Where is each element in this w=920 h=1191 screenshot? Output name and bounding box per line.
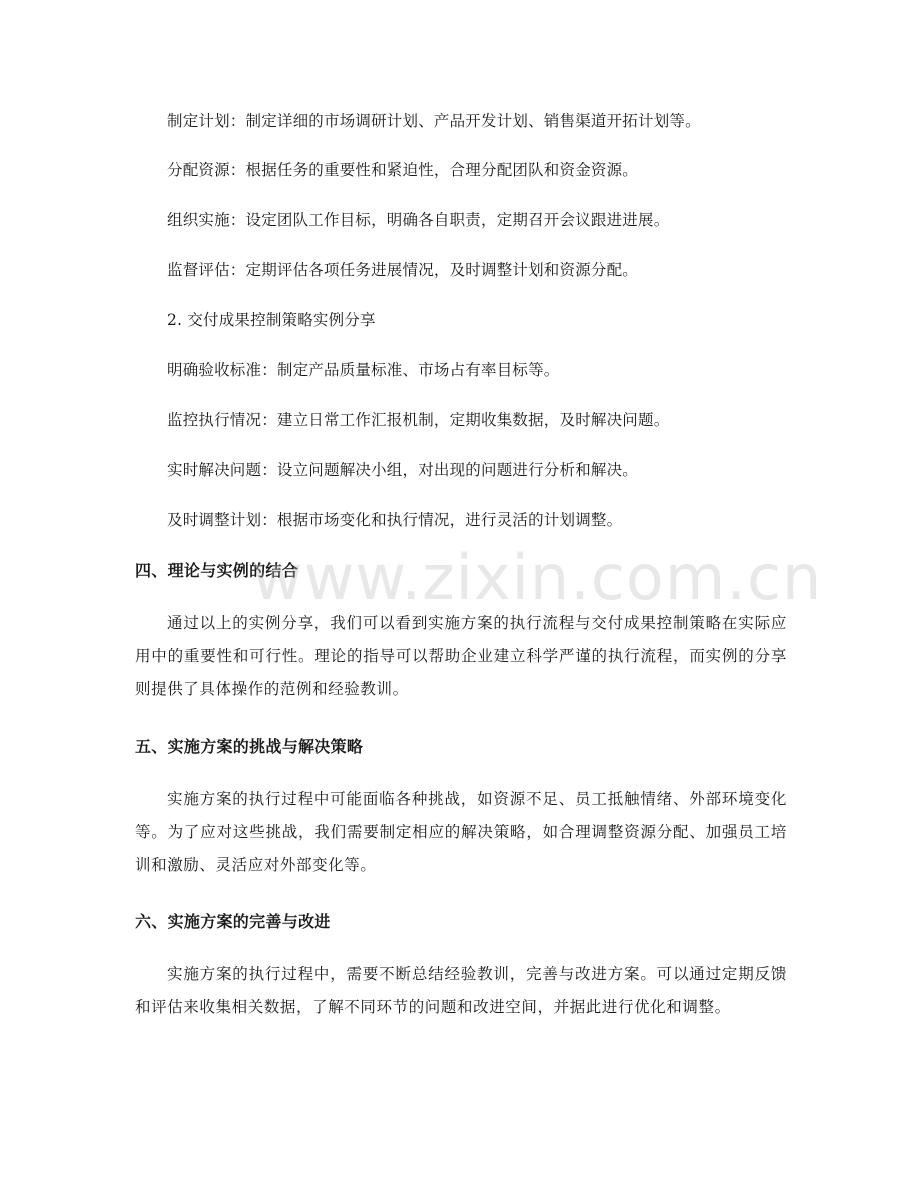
control-item-solve-problems: 实时解决问题：设立问题解决小组，对出现的问题进行分析和解决。 bbox=[167, 461, 639, 479]
control-item-adjust-plan: 及时调整计划：根据市场变化和执行情况，进行灵活的计划调整。 bbox=[167, 511, 623, 529]
plan-item-monitor: 监督评估：定期评估各项任务进展情况，及时调整计划和资源分配。 bbox=[167, 261, 639, 279]
control-item-monitoring: 监控执行情况：建立日常工作汇报机制，定期收集数据，及时解决问题。 bbox=[167, 411, 670, 429]
plan-item-make-plan: 制定计划：制定详细的市场调研计划、产品开发计划、销售渠道开拓计划等。 bbox=[167, 112, 701, 130]
section-heading-challenges: 五、实施方案的挑战与解决策略 bbox=[135, 737, 364, 756]
control-item-acceptance: 明确验收标准：制定产品质量标准、市场占有率目标等。 bbox=[167, 361, 560, 379]
section-body-theory-practice: 通过以上的实例分享，我们可以看到实施方案的执行流程与交付成果控制策略在实际应用中的重要性和可行性。理论的指导可以帮助企业建立科学严谨的执行流程，而实例的分享则提供了具体操作的范例和经验教训。 bbox=[135, 614, 787, 698]
watermark: www.zixin.com.cn bbox=[252, 541, 823, 614]
plan-item-organize: 组织实施：设定团队工作目标，明确各自职责，定期召开会议跟进进展。 bbox=[167, 211, 670, 229]
section-heading-theory-practice: 四、理论与实例的结合 bbox=[135, 561, 299, 580]
section-body-improvement: 实施方案的执行过程中，需要不断总结经验教训，完善与改进方案。可以通过定期反馈和评估来收集相关数据，了解不同环节的问题和改进空间，并据此进行优化和调整。 bbox=[135, 965, 787, 1016]
section-body-challenges: 实施方案的执行过程中可能面临各种挑战，如资源不足、员工抵触情绪、外部环境变化等。为了应对这些挑战，我们需要制定相应的解决策略，如合理调整资源分配、加强员工培训和激励、灵活应对外部变化等。 bbox=[135, 790, 787, 874]
subheading-delivery-control: 2. 交付成果控制策略实例分享 bbox=[167, 311, 376, 329]
section-heading-improvement: 六、实施方案的完善与改进 bbox=[135, 912, 331, 931]
plan-item-allocate-resources: 分配资源：根据任务的重要性和紧迫性，合理分配团队和资金资源。 bbox=[167, 161, 639, 179]
